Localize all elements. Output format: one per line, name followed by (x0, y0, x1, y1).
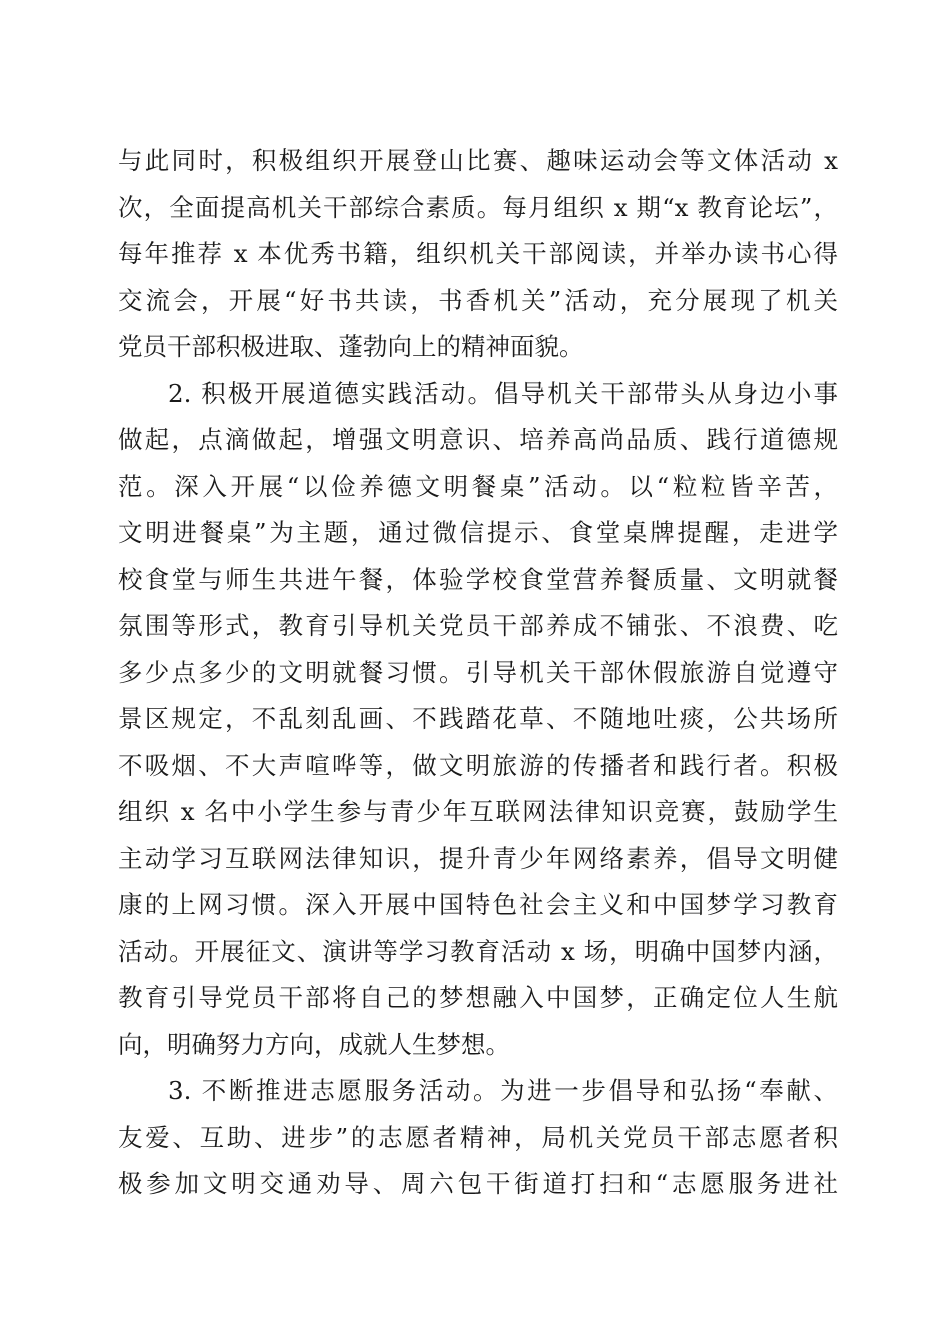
text-line: 向，明确努力方向，成就人生梦想。 (118, 1029, 510, 1059)
text-line: 党员干部积极进取、蓬勃向上的精神面貌。 (118, 332, 584, 361)
text-line: 文明进餐桌”为主题，通过微信提示、食堂桌牌提醒，走进学 (118, 518, 838, 547)
text-line: 次，全面提高机关干部综合素质。每月组织 x 期“x 教育论坛”， (118, 192, 838, 222)
text-line: 不吸烟、不大声喧哗等，做文明旅游的传播者和践行者。积极 (118, 750, 838, 780)
paragraph-heading-line: 3. 不断推进志愿服务活动。为进一步倡导和弘扬“奉献、 (168, 1076, 838, 1105)
text-line: 与此同时，积极组织开展登山比赛、趣味运动会等文体活动 x (118, 146, 838, 175)
text-line: 友爱、互助、进步”的志愿者精神，局机关党员干部志愿者积 (118, 1122, 838, 1152)
text-line: 景区规定，不乱刻乱画、不践踏花草、不随地吐痰，公共场所 (118, 704, 838, 733)
text-line: 康的上网习惯。深入开展中国特色社会主义和中国梦学习教育 (118, 890, 838, 919)
text-line: 教育引导党员干部将自己的梦想融入中国梦，正确定位人生航 (118, 983, 838, 1012)
document-body (118, 138, 838, 1208)
text-line: 主动学习互联网法律知识，提升青少年网络素养，倡导文明健 (118, 843, 838, 873)
text-line: 组织 x 名中小学生参与青少年互联网法律知识竞赛，鼓励学生 (118, 797, 838, 826)
text-line: 交流会，开展“好书共读，书香机关”活动，充分展现了机关 (118, 285, 838, 315)
text-line: 氛围等形式，教育引导机关党员干部养成不铺张、不浪费、吃 (118, 611, 838, 640)
text-line: 做起，点滴做起，增强文明意识、培养高尚品质、践行道德规 (118, 425, 838, 454)
text-line: 活动。开展征文、演讲等学习教育活动 x 场，明确中国梦内涵， (118, 936, 838, 966)
text-line: 范。深入开展“以俭养德文明餐桌”活动。以“粒粒皆辛苦， (118, 471, 838, 501)
text-line: 每年推荐 x 本优秀书籍，组织机关干部阅读，并举办读书心得 (118, 239, 838, 268)
text-line: 多少点多少的文明就餐习惯。引导机关干部休假旅游自觉遵守 (118, 657, 838, 687)
text-line: 极参加文明交通劝导、周六包干街道打扫和“志愿服务进社 (118, 1169, 838, 1198)
text-line: 校食堂与师生共进午餐，体验学校食堂营养餐质量、文明就餐 (118, 564, 838, 594)
paragraph-heading-line: 2. 积极开展道德实践活动。倡导机关干部带头从身边小事 (168, 378, 838, 408)
